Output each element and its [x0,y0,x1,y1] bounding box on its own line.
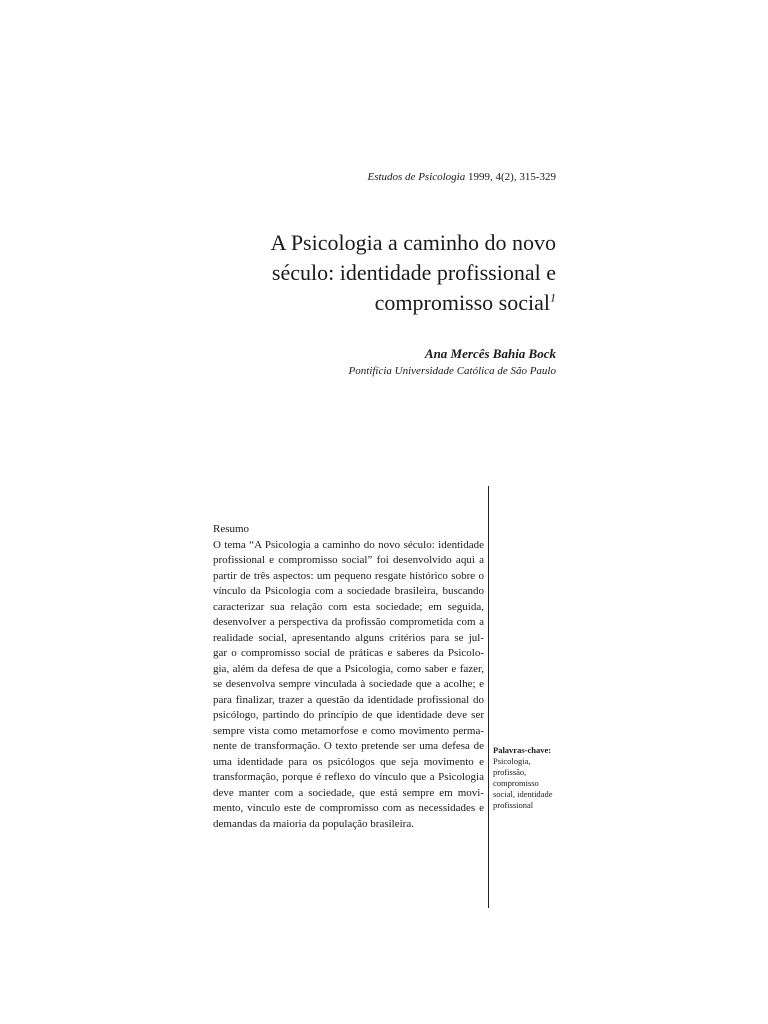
author-affiliation: Pontifícia Universidade Católica de São Paulo [348,365,556,377]
title-line: A Psicologia a caminho do novo [270,230,556,255]
abstract-line: O tema “A Psicologia a caminho do novo século: identidade [213,538,484,551]
abstract-line: nente de transformação. O texto pretende ser uma defesa de [213,740,484,752]
keyword-line: social, identidade [493,789,553,799]
keywords-sidebar [493,745,563,811]
abstract-line: vínculo da Psicologia com a sociedade brasileira, buscando [213,585,484,597]
title-line-text: compromisso social [374,290,550,315]
abstract-line: se desenvolva sempre vinculada à sociedade que a acolhe; e [213,678,484,690]
abstract-line: deve manter com a sociedade, que está sempre em movi- [213,786,484,799]
abstract-line: desenvolver a perspectiva da profissão comprometida com a [213,616,484,628]
abstract-line: profissional e compromisso social” foi desenvolvido aqui a [213,554,484,566]
abstract-line: realidade social, apresentando alguns critérios para se jul- [213,631,484,644]
abstract-section [213,522,484,832]
abstract-line: uma identidade para os psicólogos que seja movimento e [213,755,484,768]
journal-name: Estudos de Psicologia [367,171,466,183]
keyword-line: profissão, [493,767,527,777]
abstract-line: transformação, porque é reflexo do vínculo que a Psicologia [213,771,484,783]
article-title [196,228,556,318]
abstract-line: gar o compromisso social de práticas e saberes da Psicolo- [213,647,484,659]
abstract-line: sempre vista como metamorfose e como movimento perma- [213,724,484,737]
abstract-line: psicólogo, partindo do princípio de que identidade deve ser [213,709,484,721]
abstract-line: para finalizar, trazer a questão da identidade profissional do [213,693,484,706]
abstract-line: demandas da maioria da população brasileira. [213,817,414,830]
keyword-line: compromisso [493,778,539,788]
title-line: século: identidade profissional e [271,260,556,285]
abstract-line: gia, além da defesa de que a Psicologia, como saber e fazer, [213,662,484,675]
citation-details: 1999, 4(2), 315-329 [468,171,556,183]
abstract-line: caracterizar sua relação com esta sociedade; em seguida, [213,600,484,613]
title-footnote-mark: 1 [550,290,556,305]
abstract-heading: Resumo [213,523,250,535]
author-name: Ana Mercês Bahia Bock [424,346,556,361]
abstract-line: mento, vínculo este de compromisso com as necessidades e [213,802,484,814]
abstract-line: partir de três aspectos: um pequeno resgate histórico sobre o [213,569,484,582]
keyword-line: profissional [493,800,534,810]
journal-citation [367,171,556,183]
keyword-line: Psicologia, [493,756,531,766]
keywords-heading: Palavras-chave: [493,745,552,755]
title-line-last [196,288,556,318]
column-divider [488,486,489,908]
